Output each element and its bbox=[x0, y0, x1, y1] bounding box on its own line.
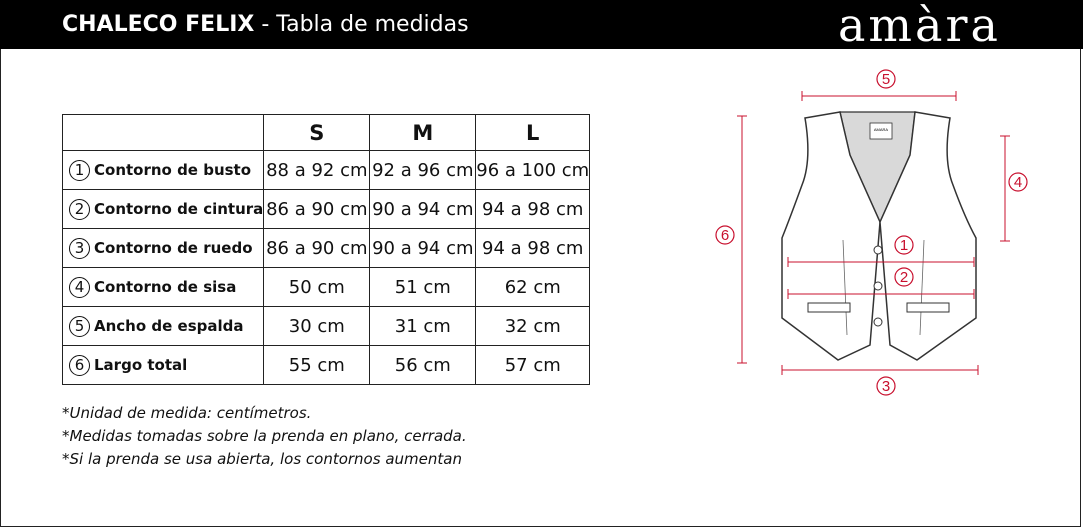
table-row bbox=[63, 229, 590, 268]
size-header-row bbox=[63, 115, 590, 151]
number-badge: 1 bbox=[69, 160, 90, 181]
number-badge: 3 bbox=[69, 238, 90, 259]
brand-logo: amàra bbox=[838, 0, 1001, 52]
value-cell: 56 cm bbox=[370, 346, 476, 385]
value-cell: 50 cm bbox=[264, 268, 370, 307]
note-line: *Unidad de medida: centímetros. bbox=[62, 404, 312, 422]
pocket-right bbox=[907, 303, 949, 312]
note-line: *Si la prenda se usa abierta, los contornos aumentan bbox=[62, 450, 462, 468]
value-cell: 55 cm bbox=[264, 346, 370, 385]
product-name: CHALECO FELIX bbox=[62, 12, 255, 37]
header-bar bbox=[0, 0, 1083, 52]
garment-label-text: AMARA bbox=[873, 127, 889, 132]
measure-name: Contorno de busto bbox=[94, 160, 252, 179]
row-label bbox=[63, 151, 264, 190]
value-cell: 90 a 94 cm bbox=[370, 229, 476, 268]
size-header-m: M bbox=[370, 115, 476, 151]
number-badge: 6 bbox=[69, 355, 90, 376]
row-label bbox=[63, 190, 264, 229]
table-row bbox=[63, 190, 590, 229]
value-cell: 96 a 100 cm bbox=[476, 151, 590, 190]
row-label bbox=[63, 268, 264, 307]
measure-name: Contorno de ruedo bbox=[94, 238, 253, 257]
measure-name: Ancho de espalda bbox=[94, 316, 244, 335]
number-badge: 4 bbox=[69, 277, 90, 298]
vest-diagram bbox=[710, 60, 1040, 405]
note-line: *Medidas tomadas sobre la prenda en plano, cerrada. bbox=[62, 427, 467, 445]
number-badge: 2 bbox=[69, 199, 90, 220]
row-label bbox=[63, 307, 264, 346]
marker-5: 5 bbox=[881, 71, 891, 88]
value-cell: 94 a 98 cm bbox=[476, 229, 590, 268]
marker-6: 6 bbox=[720, 227, 730, 244]
row-label bbox=[63, 346, 264, 385]
size-header-l: L bbox=[476, 115, 590, 151]
value-cell: 51 cm bbox=[370, 268, 476, 307]
marker-2: 2 bbox=[899, 269, 909, 286]
corner-cell bbox=[63, 115, 264, 151]
value-cell: 57 cm bbox=[476, 346, 590, 385]
table-row bbox=[63, 307, 590, 346]
title-suffix: - Tabla de medidas bbox=[254, 12, 469, 37]
pocket-left bbox=[808, 303, 850, 312]
button-icon bbox=[874, 318, 882, 326]
table-row bbox=[63, 151, 590, 190]
value-cell: 86 a 90 cm bbox=[264, 229, 370, 268]
value-cell: 92 a 96 cm bbox=[370, 151, 476, 190]
marker-4: 4 bbox=[1013, 174, 1023, 191]
value-cell: 88 a 92 cm bbox=[264, 151, 370, 190]
measure-name: Contorno de sisa bbox=[94, 277, 237, 296]
marker-1: 1 bbox=[899, 237, 909, 254]
page-title bbox=[62, 12, 469, 37]
measure-name: Largo total bbox=[94, 355, 188, 374]
size-table bbox=[62, 114, 590, 385]
value-cell: 31 cm bbox=[370, 307, 476, 346]
table-row bbox=[63, 346, 590, 385]
table-row bbox=[63, 268, 590, 307]
value-cell: 32 cm bbox=[476, 307, 590, 346]
notes bbox=[62, 402, 467, 471]
button-icon bbox=[874, 246, 882, 254]
value-cell: 94 a 98 cm bbox=[476, 190, 590, 229]
size-header-s: S bbox=[264, 115, 370, 151]
value-cell: 62 cm bbox=[476, 268, 590, 307]
number-badge: 5 bbox=[69, 316, 90, 337]
value-cell: 86 a 90 cm bbox=[264, 190, 370, 229]
measure-name: Contorno de cintura bbox=[94, 199, 264, 218]
value-cell: 30 cm bbox=[264, 307, 370, 346]
value-cell: 90 a 94 cm bbox=[370, 190, 476, 229]
button-icon bbox=[874, 282, 882, 290]
row-label bbox=[63, 229, 264, 268]
marker-3: 3 bbox=[881, 378, 891, 395]
